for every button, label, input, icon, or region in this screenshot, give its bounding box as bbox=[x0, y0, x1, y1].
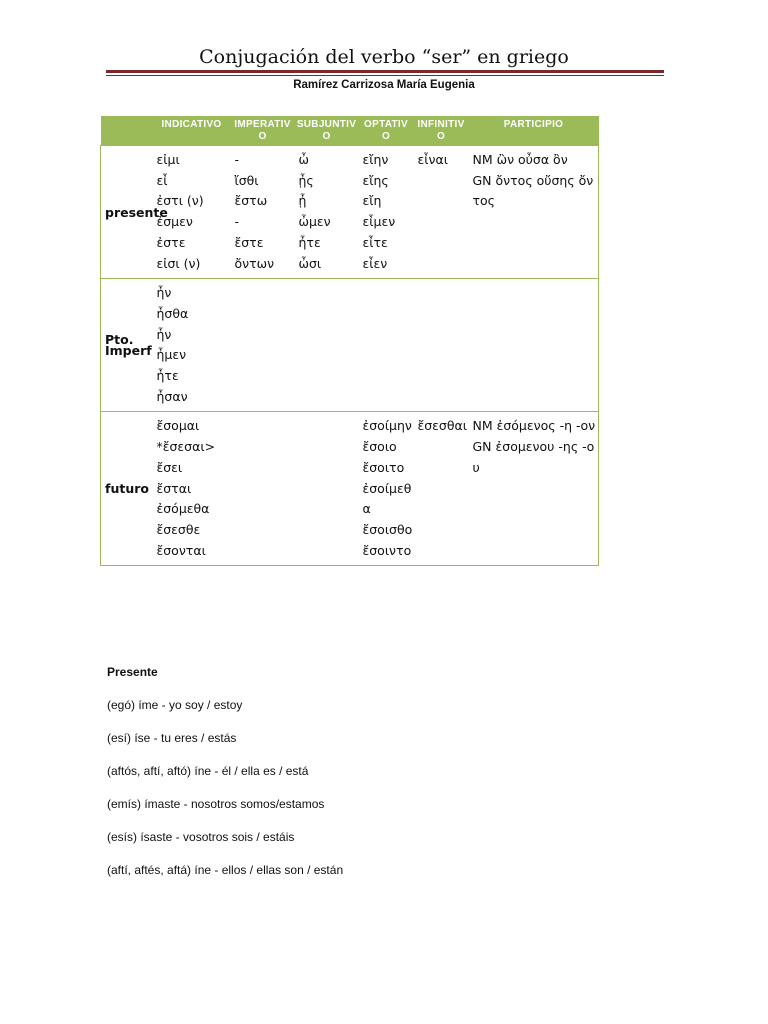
form-indicativo: ἐστι (ν) bbox=[156, 193, 204, 209]
cell-infinitivo bbox=[414, 412, 469, 566]
form-optativo: εἶεν bbox=[362, 255, 388, 271]
conjugation-table bbox=[100, 116, 599, 566]
form-indicativo: ἦσαν bbox=[156, 388, 188, 404]
document-author: Ramírez Carrizosa María Eugenia bbox=[293, 79, 475, 91]
form-indicativo: ἔσεσθε bbox=[156, 521, 201, 537]
form-imperativo: - bbox=[234, 152, 240, 167]
document-title: Conjugación del verbo “ser” en griego bbox=[199, 46, 569, 68]
form-infinitivo: εἶναι bbox=[417, 152, 448, 167]
form-imperativo: - bbox=[234, 214, 240, 230]
form-optativo: ἔσοιντο bbox=[362, 542, 412, 558]
form-indicativo: εἰμι bbox=[156, 152, 180, 167]
header-participio: PARTICIPIO bbox=[469, 116, 599, 146]
form-optativo: εἶμεν bbox=[362, 214, 396, 230]
form-participio: GN ἐσομενου -ης -ου bbox=[472, 439, 595, 475]
cell-imperativo bbox=[231, 412, 295, 566]
form-indicativo: εἶ bbox=[156, 172, 168, 188]
header-indicativo: INDICATIVO bbox=[153, 116, 231, 146]
form-optativo: ἔσοιτο bbox=[362, 459, 405, 475]
form-subjuntivo: ᾖς bbox=[298, 172, 314, 188]
form-infinitivo: ἔσεσθαι bbox=[417, 418, 467, 434]
cell-indicativo bbox=[153, 412, 231, 566]
table-header-row bbox=[101, 116, 599, 146]
form-indicativo: ἔσει bbox=[156, 459, 183, 475]
form-imperativo: ἴσθι bbox=[234, 172, 259, 188]
cell-optativo bbox=[359, 412, 414, 566]
form-indicativo: εἰσι (ν) bbox=[156, 255, 201, 271]
form-indicativo: ἔσομαι bbox=[156, 418, 200, 434]
cell-subjuntivo bbox=[295, 412, 359, 566]
cell-indicativo bbox=[153, 279, 231, 412]
form-indicativo: ἦσθα bbox=[156, 305, 189, 321]
form-indicativo: ἐστε bbox=[156, 234, 186, 250]
form-indicativo: ἦν bbox=[156, 326, 172, 342]
cell-infinitivo bbox=[414, 279, 469, 412]
form-indicativo: *ἔσεσαι> bbox=[156, 439, 216, 455]
form-indicativo: ἦτε bbox=[156, 368, 179, 384]
header-imperativo: IMPERATIVO bbox=[231, 116, 295, 146]
cell-optativo bbox=[359, 146, 414, 279]
table-row bbox=[101, 279, 599, 412]
form-optativo: ἐσοίμην bbox=[362, 418, 412, 434]
form-indicativo: ἦμεν bbox=[156, 347, 187, 363]
note-item: (aftós, aftí, aftó) íne - él / ella es / está bbox=[107, 764, 309, 778]
form-indicativo: ἐσόμεθα bbox=[156, 501, 210, 517]
table-row bbox=[101, 146, 599, 279]
title-rule-thin bbox=[106, 75, 664, 76]
cell-participio bbox=[469, 412, 599, 566]
form-imperativo: ἔστε bbox=[234, 234, 264, 250]
form-optativo: εἴη bbox=[362, 193, 382, 209]
form-indicativo: ἐσμεν bbox=[156, 214, 193, 230]
form-optativo: ἔσοισθο bbox=[362, 521, 413, 537]
form-participio: NM ὢν οὖσα ὂν bbox=[472, 152, 568, 167]
form-subjuntivo: ὦμεν bbox=[298, 214, 331, 230]
form-indicativo: ἔσται bbox=[156, 480, 192, 496]
row-label: presente bbox=[101, 146, 153, 279]
table-row bbox=[101, 412, 599, 566]
cell-participio bbox=[469, 146, 599, 279]
cell-subjuntivo bbox=[295, 146, 359, 279]
header-subjuntivo: SUBJUNTIVO bbox=[295, 116, 359, 146]
row-label: Pto. Imperf bbox=[101, 279, 153, 412]
note-item: (esís) ísaste - vosotros sois / estáis bbox=[107, 830, 295, 844]
form-subjuntivo: ᾖ bbox=[298, 193, 307, 209]
header-infinitivo: INFINITIVO bbox=[414, 116, 469, 146]
form-imperativo: ἔστω bbox=[234, 193, 268, 209]
note-item: (egó) íme - yo soy / estoy bbox=[107, 698, 243, 712]
note-item: (aftí, aftés, aftá) íne - ellos / ellas son / están bbox=[107, 863, 344, 877]
cell-imperativo bbox=[231, 279, 295, 412]
form-optativo: εἴης bbox=[362, 172, 389, 188]
cell-imperativo bbox=[231, 146, 295, 279]
header-optativo: OPTATIVO bbox=[359, 116, 414, 146]
form-optativo: εἶτε bbox=[362, 234, 388, 250]
notes-heading: Presente bbox=[107, 665, 158, 679]
form-participio: NM ἐσόμενος -η -ον bbox=[472, 418, 596, 434]
row-label: futuro bbox=[101, 412, 153, 566]
cell-optativo bbox=[359, 279, 414, 412]
form-indicativo: ἦν bbox=[156, 285, 172, 301]
form-participio: GN ὄντος οὔσης ὄντος bbox=[472, 172, 594, 209]
title-rule-thick bbox=[106, 70, 664, 73]
cell-subjuntivo bbox=[295, 279, 359, 412]
form-optativo: ἔσοιο bbox=[362, 439, 397, 455]
header-blank bbox=[101, 116, 153, 146]
cell-infinitivo bbox=[414, 146, 469, 279]
form-indicativo: ἔσονται bbox=[156, 542, 206, 558]
note-item: (emís) ímaste - nosotros somos/estamos bbox=[107, 797, 325, 811]
form-imperativo: ὄντων bbox=[234, 255, 275, 271]
notes-section bbox=[107, 665, 343, 877]
form-optativo: εἴην bbox=[362, 152, 389, 167]
form-subjuntivo: ὦ bbox=[298, 152, 309, 167]
note-item: (esí) íse - tu eres / estás bbox=[107, 731, 237, 745]
form-subjuntivo: ὦσι bbox=[298, 255, 322, 271]
cell-indicativo bbox=[153, 146, 231, 279]
form-optativo: ἐσοίμεθα bbox=[362, 480, 412, 517]
cell-participio bbox=[469, 279, 599, 412]
form-subjuntivo: ἦτε bbox=[298, 234, 321, 250]
